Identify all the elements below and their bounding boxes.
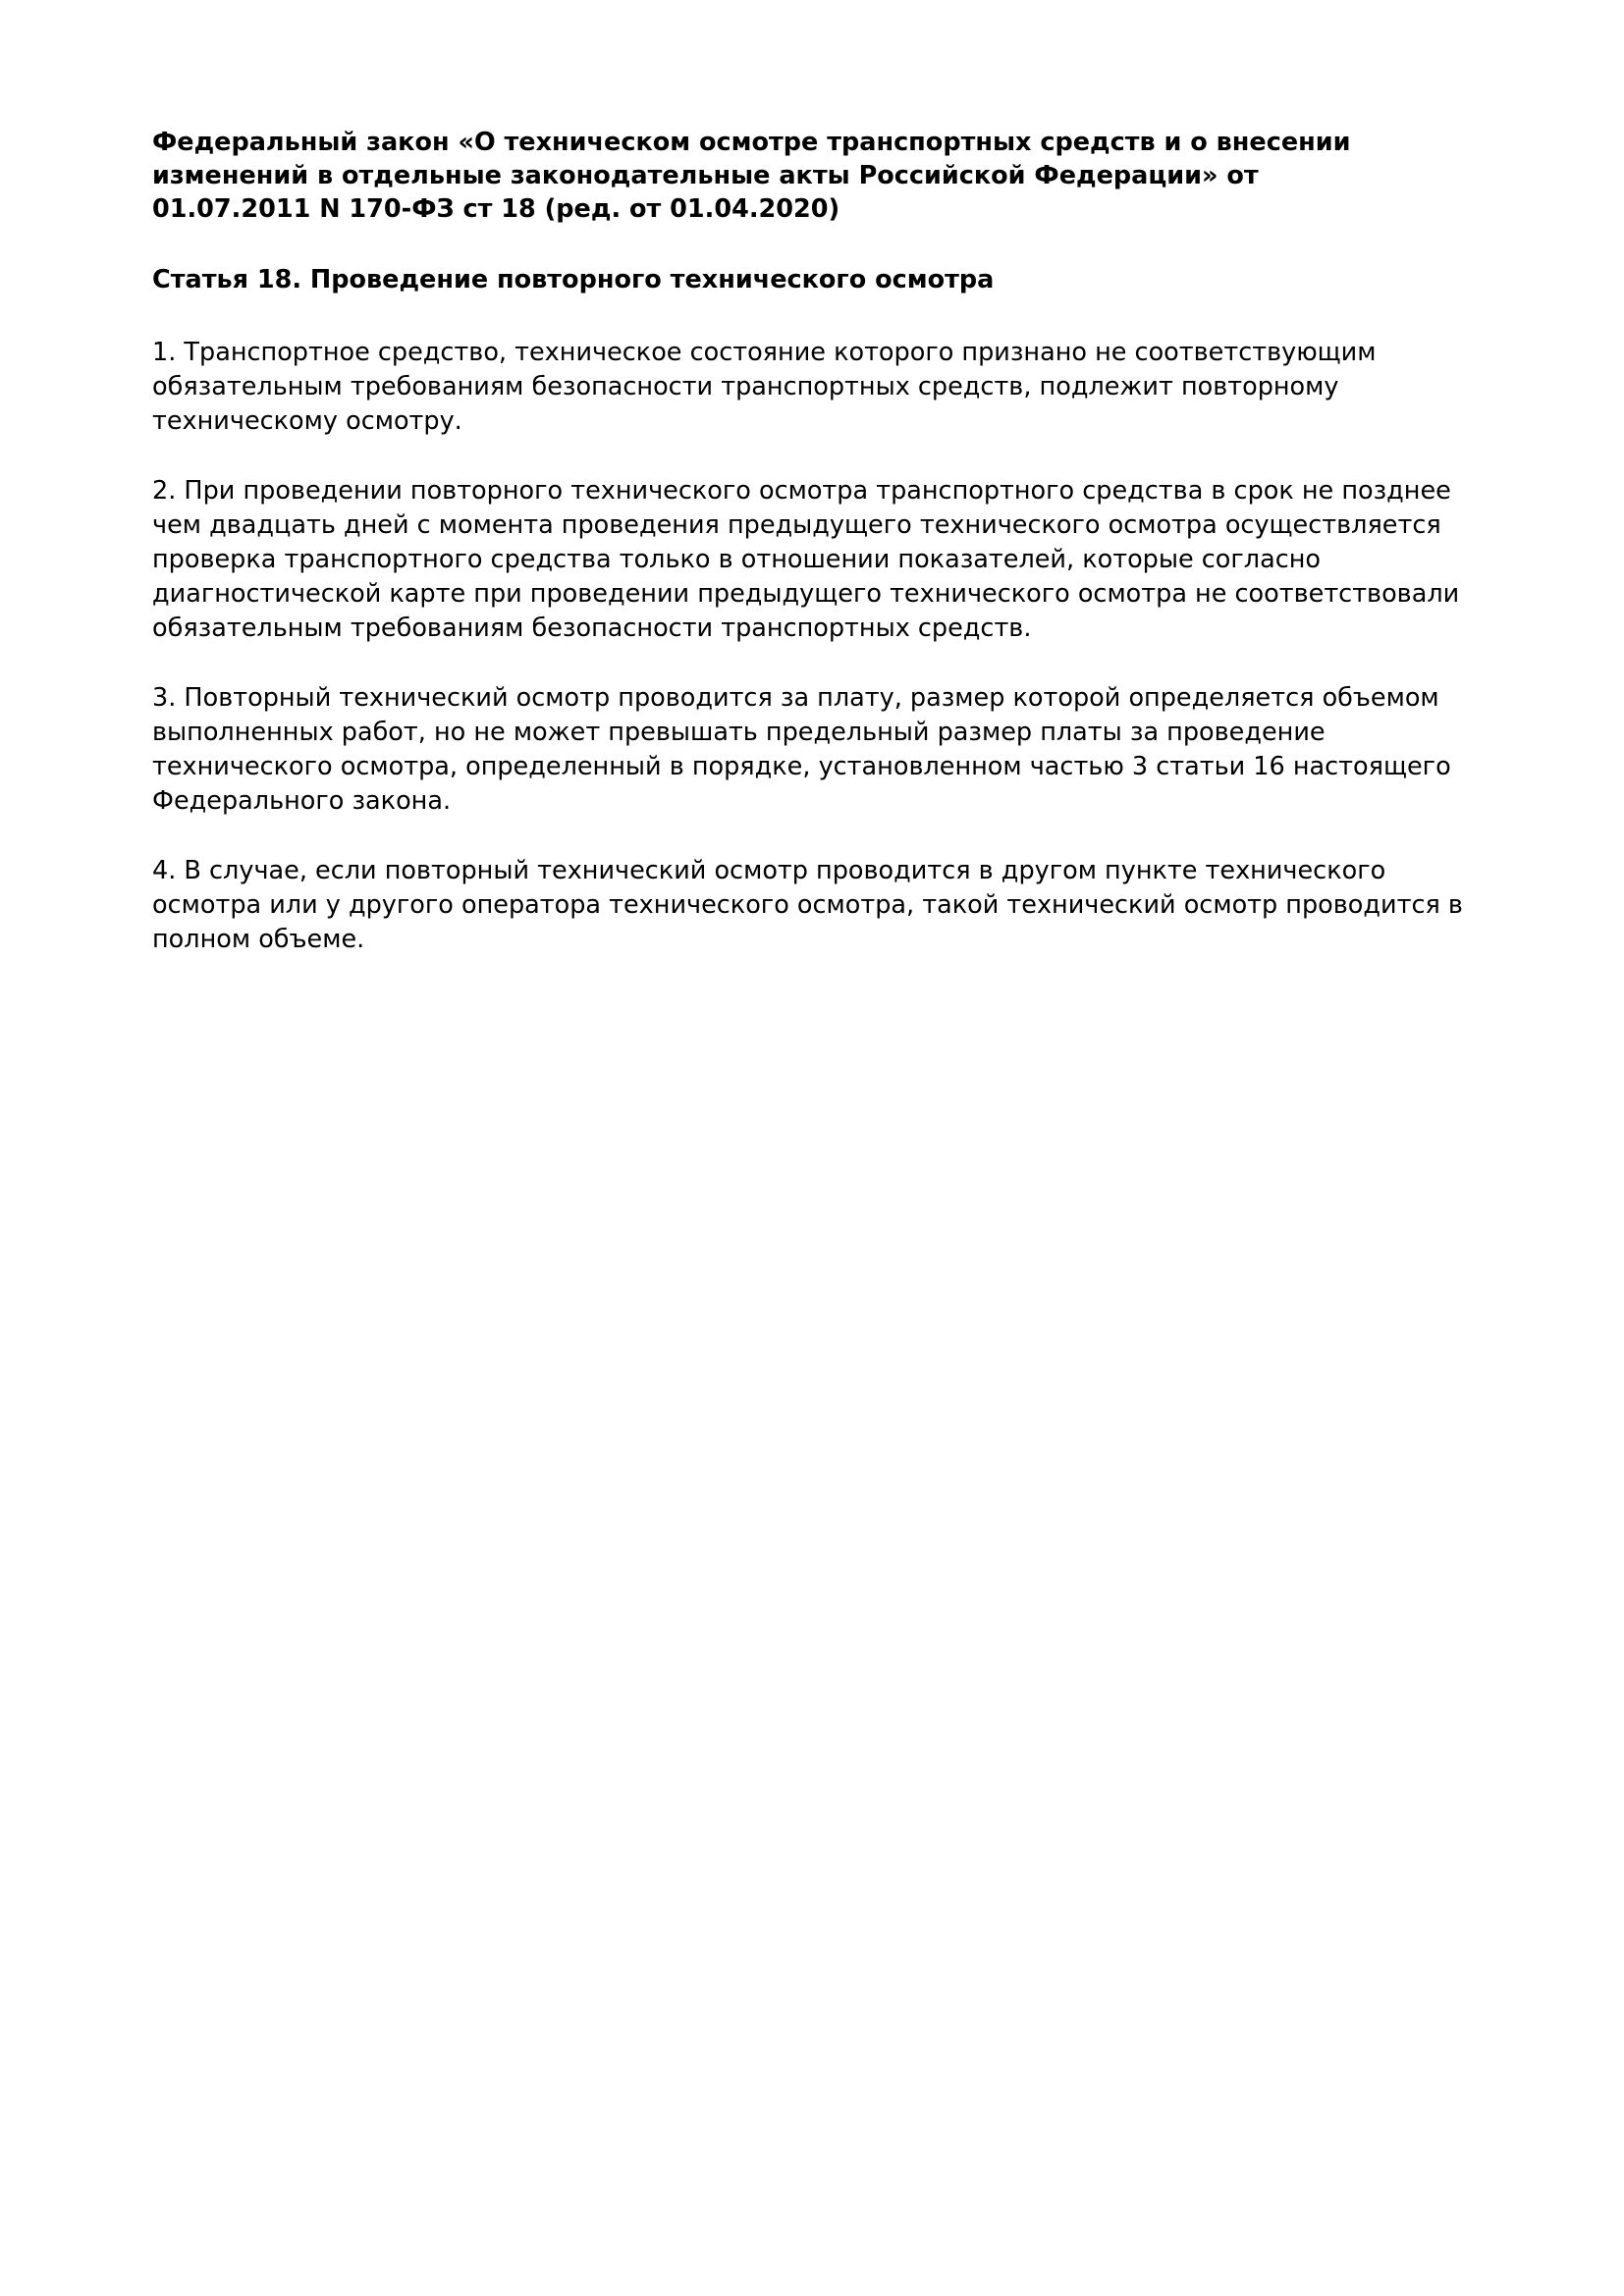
article-heading: Статья 18. Проведение повторного технического осмотра: [152, 265, 995, 294]
document-title: Федеральный закон «О техническом осмотре транспортных средств и о внесении изменений в отдельные законодательные акты Российской Федерации» от 01.07.2011 N 170-ФЗ ст 18 (ред. от 01.04.2020): [152, 128, 1351, 224]
paragraph-4: 4. В случае, если повторный технический осмотр проводится в другом пункте технического осмотра или у другого оператора технического осмотра, такой технический осмотр проводится в полном объеме.: [152, 856, 1463, 954]
paragraph-2: 2. При проведении повторного технического осмотра транспортного средства в срок не позднее чем двадцать дней с момента проведения предыдущего технического осмотра осуществляется проверка транспортного средства только в отношении показателей, которые согласно диагностической карте при проведении предыдущего технического осмотра не соответствовали обязательным требованиям безопасности транспортных средств.: [152, 476, 1460, 643]
paragraph-1: 1. Транспортное средство, техническое состояние которого признано не соответствующим обязательным требованиям безопасности транспортных средств, подлежит повторному техническому осмотру.: [152, 338, 1377, 436]
paragraph-3: 3. Повторный технический осмотр проводится за плату, размер которой определяется объемом выполненных работ, но не может превышать предельный размер платы за проведение технического осмотра, определенный в порядке, установленном частью 3 статьи 16 настоящего Федерального закона.: [152, 683, 1451, 816]
document-content: [152, 126, 1492, 957]
